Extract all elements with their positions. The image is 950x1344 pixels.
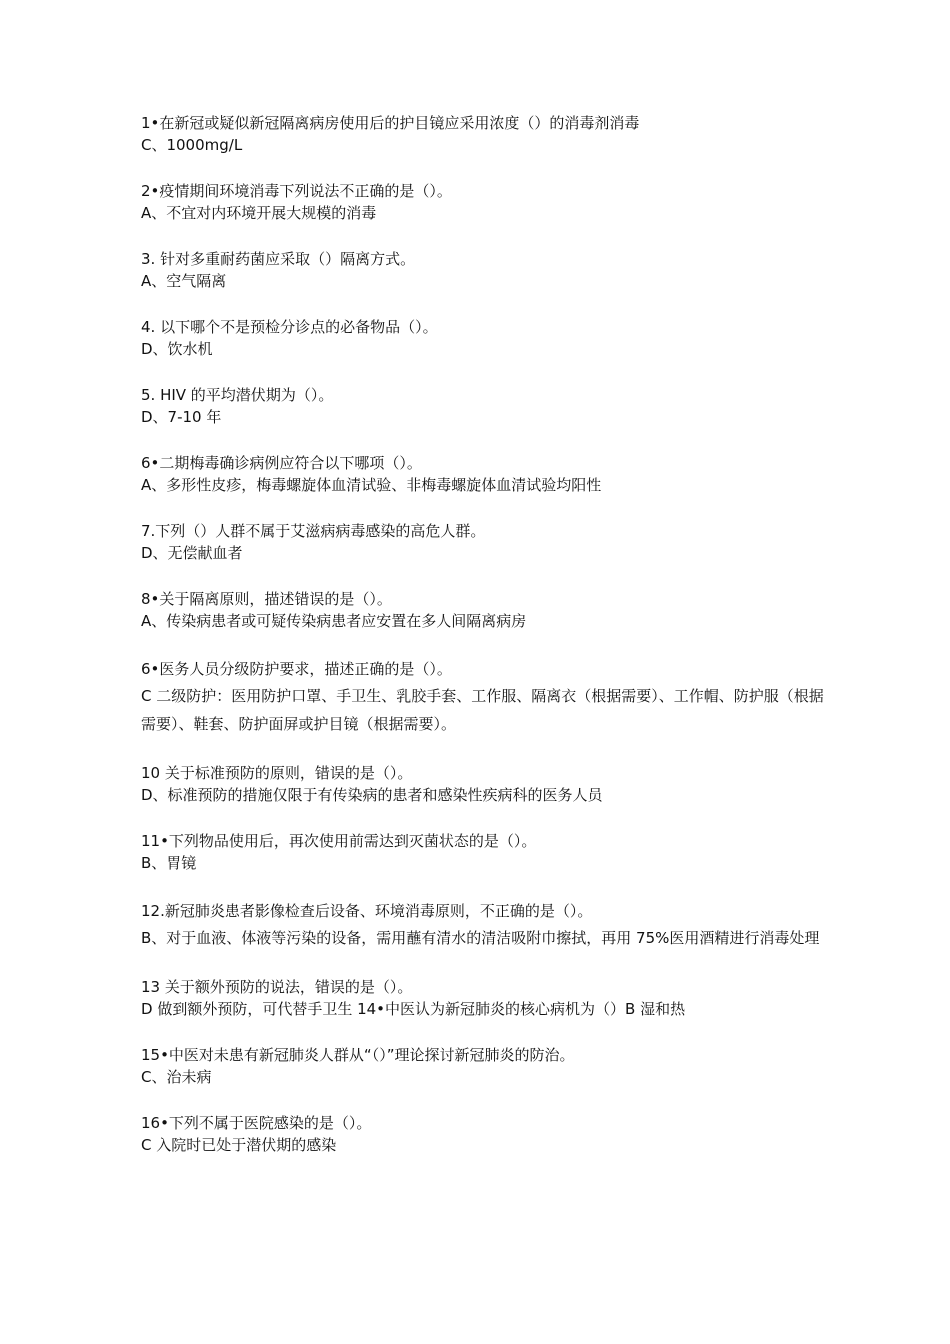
question-list bbox=[141, 112, 831, 1180]
question-text: 16•下列不属于医院感染的是（）。 bbox=[141, 1114, 372, 1132]
question-item bbox=[141, 452, 831, 496]
question-item bbox=[141, 898, 831, 952]
question-item bbox=[141, 656, 831, 738]
answer-text: A、多形性皮疹，梅毒螺旋体血清试验、非梅毒螺旋体血清试验均阳性 bbox=[141, 476, 602, 494]
answer-text: A、空气隔离 bbox=[141, 272, 227, 290]
question-text: 6•二期梅毒确诊病例应符合以下哪项（）。 bbox=[141, 454, 422, 472]
question-text: 3. 针对多重耐药菌应采取（）隔离方式。 bbox=[141, 250, 416, 268]
question-text: 11•下列物品使用后，再次使用前需达到灭菌状态的是（）。 bbox=[141, 832, 537, 850]
answer-text: C、1000mg/L bbox=[141, 136, 243, 154]
answer-text: A、传染病患者或可疑传染病患者应安置在多人间隔离病房 bbox=[141, 612, 527, 630]
question-text: 5. HIV 的平均潜伏期为（）。 bbox=[141, 386, 334, 404]
answer-text: D 做到额外预防，可代替手卫生 14•中医认为新冠肺炎的核心病机为（）B 湿和热 bbox=[141, 1000, 686, 1018]
question-item bbox=[141, 1112, 831, 1156]
answer-text: C 入院时已处于潜伏期的感染 bbox=[141, 1136, 337, 1154]
question-item bbox=[141, 1044, 831, 1088]
answer-text: A、不宜对内环境开展大规模的消毒 bbox=[141, 204, 377, 222]
answer-text: D、无偿献血者 bbox=[141, 544, 243, 562]
question-text: 13 关于额外预防的说法，错误的是（）。 bbox=[141, 978, 413, 996]
question-text: 10 关于标准预防的原则，错误的是（）。 bbox=[141, 764, 413, 782]
question-item bbox=[141, 762, 831, 806]
question-item bbox=[141, 248, 831, 292]
question-item bbox=[141, 976, 831, 1020]
question-item bbox=[141, 520, 831, 564]
answer-text: B、对于血液、体液等污染的设备，需用蘸有清水的清洁吸附巾擦拭，再用 75%医用酒精进行消毒处理 bbox=[141, 929, 820, 947]
question-text: 12.新冠肺炎患者影像检查后设备、环境消毒原则，不正确的是（）。 bbox=[141, 902, 593, 920]
answer-text: B、胃镜 bbox=[141, 854, 197, 872]
question-item bbox=[141, 588, 831, 632]
answer-text: D、饮水机 bbox=[141, 340, 213, 358]
question-text: 8•关于隔离原则，描述错误的是（）。 bbox=[141, 590, 392, 608]
question-text: 1•在新冠或疑似新冠隔离病房使用后的护目镜应采用浓度（）的消毒剂消毒 bbox=[141, 114, 640, 132]
question-item bbox=[141, 180, 831, 224]
question-text: 6•医务人员分级防护要求，描述正确的是（）。 bbox=[141, 660, 452, 678]
question-text: 2•疫情期间环境消毒下列说法不正确的是（）。 bbox=[141, 182, 452, 200]
question-text: 7.下列（）人群不属于艾滋病病毒感染的高危人群。 bbox=[141, 522, 486, 540]
answer-text: C 二级防护：医用防护口罩、手卫生、乳胶手套、工作服、隔离衣（根据需要）、工作帽、防护服（根据需要）、鞋套、防护面屏或护目镜（根据需要）。 bbox=[141, 687, 824, 733]
question-text: 4. 以下哪个不是预检分诊点的必备物品（）。 bbox=[141, 318, 438, 336]
answer-text: C、治未病 bbox=[141, 1068, 212, 1086]
question-item bbox=[141, 384, 831, 428]
question-item bbox=[141, 112, 831, 156]
question-item bbox=[141, 316, 831, 360]
answer-text: D、7-10 年 bbox=[141, 408, 222, 426]
answer-text: D、标准预防的措施仅限于有传染病的患者和感染性疾病科的医务人员 bbox=[141, 786, 603, 804]
question-item bbox=[141, 830, 831, 874]
question-text: 15•中医对未患有新冠肺炎人群从“（）”理论探讨新冠肺炎的防治。 bbox=[141, 1046, 575, 1064]
